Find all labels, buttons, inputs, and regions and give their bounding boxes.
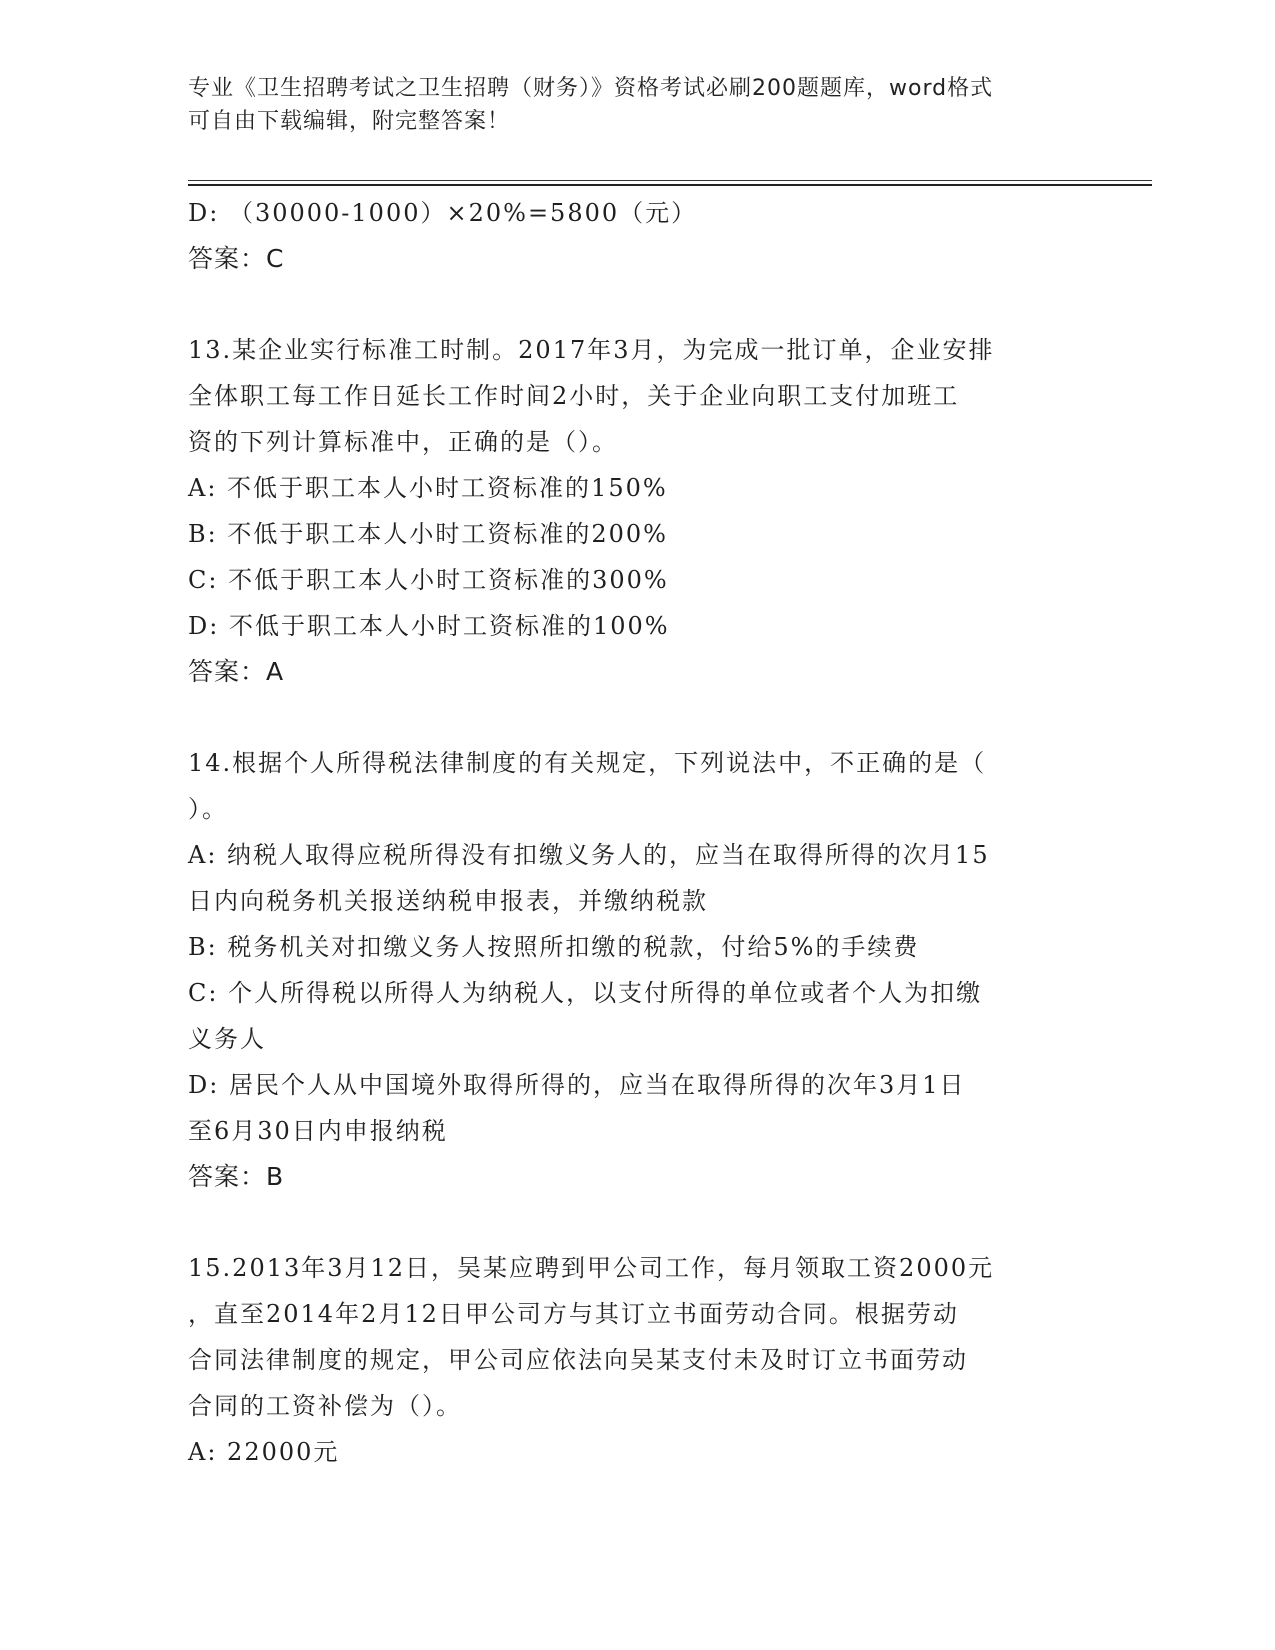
answer-line: 答案：A xyxy=(188,657,285,686)
header-rule-thin xyxy=(188,180,1152,181)
previous-question-tail xyxy=(188,190,1088,282)
option-c: C: 不低于职工本人小时工资标准的300% xyxy=(188,566,669,594)
answer-line: 答案：B xyxy=(188,1162,285,1191)
question-stem-line: 合同法律制度的规定，甲公司应依法向吴某支付未及时订立书面劳动 xyxy=(188,1346,968,1374)
document-header xyxy=(188,72,1088,138)
option-a-continued: 日内向税务机关报送纳税申报表，并缴纳税款 xyxy=(188,887,708,915)
header-rule-thick xyxy=(188,184,1152,186)
option-a: A: 22000元 xyxy=(188,1438,340,1466)
option-d: D: 居民个人从中国境外取得所得的，应当在取得所得的次年3月1日 xyxy=(188,1071,966,1099)
document-body xyxy=(188,190,1088,1475)
option-d-continued: 至6月30日内申报纳税 xyxy=(188,1117,448,1145)
question-13 xyxy=(188,327,1088,695)
question-stem-line: 15.2013年3月12日，吴某应聘到甲公司工作，每月领取工资2000元 xyxy=(188,1254,995,1282)
option-a: A: 纳税人取得应税所得没有扣缴义务人的，应当在取得所得的次月15 xyxy=(188,841,990,869)
header-line-2: 可自由下载编辑，附完整答案！ xyxy=(188,109,511,134)
option-c: C: 个人所得税以所得人为纳税人，以支付所得的单位或者个人为扣缴 xyxy=(188,979,983,1007)
question-stem-line: 合同的工资补偿为（）。 xyxy=(188,1392,462,1420)
option-d: D: 不低于职工本人小时工资标准的100% xyxy=(188,612,670,640)
question-stem-line: ，直至2014年2月12日甲公司方与其订立书面劳动合同。根据劳动 xyxy=(188,1300,959,1328)
option-b: B: 不低于职工本人小时工资标准的200% xyxy=(188,520,668,548)
question-stem-line: 13.某企业实行标准工时制。2017年3月，为完成一批订单，企业安排 xyxy=(188,336,995,364)
option-a: A: 不低于职工本人小时工资标准的150% xyxy=(188,474,668,502)
question-stem-line: 全体职工每工作日延长工作时间2小时，关于企业向职工支付加班工 xyxy=(188,382,960,410)
question-stem-line: ）。 xyxy=(188,795,228,823)
question-stem-line: 资的下列计算标准中，正确的是（）。 xyxy=(188,428,618,456)
header-line-1: 专业《卫生招聘考试之卫生招聘（财务）》资格考试必刷200题题库，word格式 xyxy=(188,76,994,101)
question-15 xyxy=(188,1245,1088,1475)
question-stem-line: 14.根据个人所得税法律制度的有关规定，下列说法中，不正确的是（ xyxy=(188,749,987,777)
option-d: D: （30000-1000）×20%=5800（元） xyxy=(188,199,698,227)
question-14 xyxy=(188,740,1088,1200)
option-b: B: 税务机关对扣缴义务人按照所扣缴的税款，付给5%的手续费 xyxy=(188,933,920,961)
option-c-continued: 义务人 xyxy=(188,1025,266,1053)
answer-line: 答案：C xyxy=(188,244,285,273)
